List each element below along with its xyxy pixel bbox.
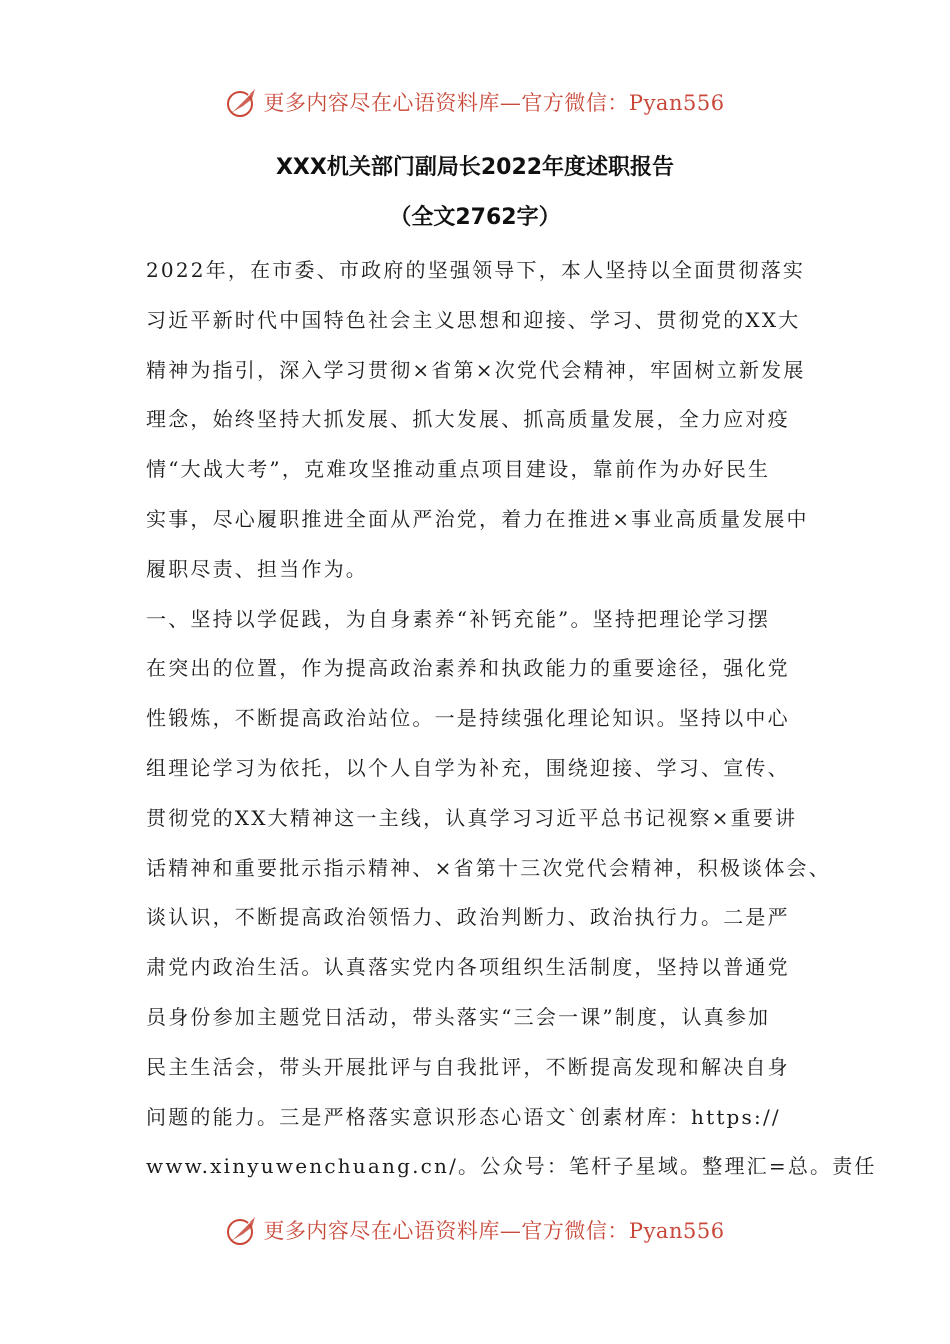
body-line: www.xinyuwenchuang.cn/。公众号：笔杆子星域。整理汇=总。责任 xyxy=(146,1154,877,1179)
body-line: 问题的能力。三是严格落实意识形态心语文`创素材库：https:// xyxy=(146,1104,781,1129)
body-line: 2022年，在市委、市政府的坚强领导下，本人坚持以全面贯彻落实 xyxy=(146,258,806,282)
body-line: 实事，尽心履职推进全面从严治党，着力在推进×事业高质量发展中 xyxy=(146,506,809,531)
quill-pen-logo-icon xyxy=(225,1213,259,1247)
body-line: 习近平新时代中国特色社会主义思想和迎接、学习、贯彻党的XX大 xyxy=(146,307,801,332)
document-subtitle: （全文2762字） xyxy=(389,205,561,230)
body-line: 肃党内政治生活。认真落实党内各项组织生活制度，坚持以普通党 xyxy=(146,955,790,980)
body-line: 在突出的位置，作为提高政治素养和执政能力的重要途径，强化党 xyxy=(146,656,790,681)
header-banner-text: 更多内容尽在心语资料库—官方微信：Pyan556 xyxy=(263,91,725,115)
body-line: 一、坚持以学促践，为自身素养“补钙充能”。坚持把理论学习摆 xyxy=(146,606,771,631)
body-line: 理念，始终坚持大抓发展、抓大发展、抓高质量发展，全力应对疫 xyxy=(146,407,790,432)
body-line: 谈认识，不断提高政治领悟力、政治判断力、政治执行力。二是严 xyxy=(146,905,790,930)
body-line: 组理论学习为依托，以个人自学为补充，围绕迎接、学习、宣传、 xyxy=(146,755,790,780)
footer-banner xyxy=(0,1208,950,1252)
body-line: 民主生活会，带头开展批评与自我批评，不断提高发现和解决自身 xyxy=(146,1054,790,1079)
footer-banner-text: 更多内容尽在心语资料库—官方微信：Pyan556 xyxy=(263,1219,725,1243)
body-line: 贯彻党的XX大精神这一主线，认真学习习近平总书记视察×重要讲 xyxy=(146,805,798,830)
body-line: 履职尽责、担当作为。 xyxy=(146,556,368,581)
document-body xyxy=(146,246,877,1192)
quill-pen-logo-icon xyxy=(225,85,259,119)
body-line: 精神为指引，深入学习贯彻×省第×次党代会精神，牢固树立新发展 xyxy=(146,357,806,382)
body-line: 话精神和重要批示指示精神、×省第十三次党代会精神，积极谈体会、 xyxy=(146,855,831,880)
document-title: XXX机关部门副局长2022年度述职报告 xyxy=(275,155,675,180)
body-line: 情“大战大考”，克难攻坚推动重点项目建设，靠前作为办好民生 xyxy=(146,457,771,482)
body-line: 性锻炼，不断提高政治站位。一是持续强化理论知识。坚持以中心 xyxy=(146,706,790,731)
body-line: 员身份参加主题党日活动，带头落实“三会一课”制度，认真参加 xyxy=(146,1004,771,1029)
header-banner xyxy=(0,80,950,124)
